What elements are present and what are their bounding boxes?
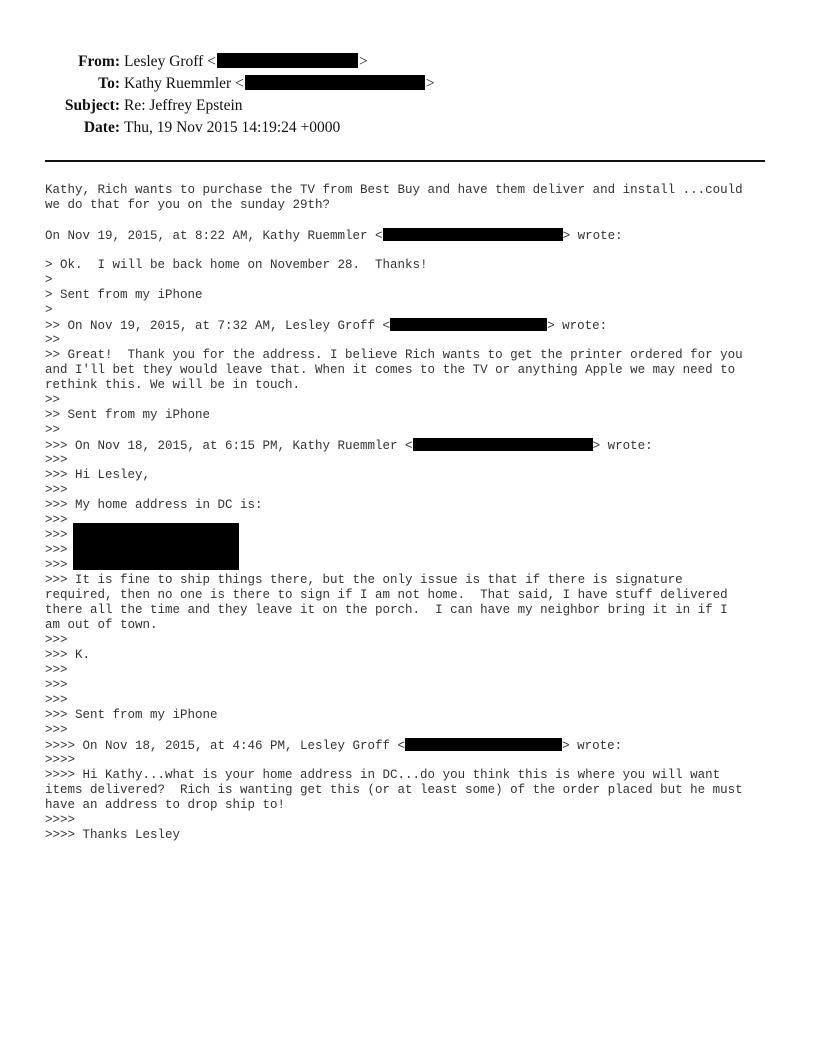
body-line: >>> <box>45 633 68 647</box>
body-line: have an address to drop ship to! <box>45 798 286 812</box>
redaction-email <box>383 228 563 241</box>
body-line: >>>> Hi Kathy...what is your home address in DC...do you think this is where you will want <box>45 768 721 782</box>
body-line: >> Sent from my iPhone <box>45 408 211 422</box>
body-line: >>> Hi Lesley, <box>45 468 151 482</box>
from-label: From: <box>78 53 120 70</box>
body-line: > <box>45 273 53 287</box>
body-line: >>> <box>45 513 68 527</box>
body-line: > Ok. I will be back home on November 28. Thanks! <box>45 258 428 272</box>
redaction-address-block <box>73 523 239 570</box>
quote-header-line: >>>> On Nov 18, 2015, at 4:46 PM, Lesley Groff < > wrote: <box>45 739 623 753</box>
body-line: Kathy, Rich wants to purchase the TV from Best Buy and have them deliver and install ...could <box>45 183 743 197</box>
redaction-email <box>405 738 562 751</box>
redaction-email <box>413 438 593 451</box>
body-line: >>> <box>45 453 68 467</box>
to-close: > <box>425 75 435 92</box>
body-line: >>> <box>45 543 68 557</box>
date-value: Thu, 19 Nov 2015 14:19:24 +0000 <box>124 119 341 136</box>
body-line: >>> <box>45 483 68 497</box>
body-line: >>> <box>45 693 68 707</box>
date-label: Date: <box>83 119 120 136</box>
body-line: >> <box>45 393 61 407</box>
body-line: >> <box>45 333 61 347</box>
body-line: am out of town. <box>45 618 158 632</box>
body-line: >>> My home address in DC is: <box>45 498 263 512</box>
to-label: To: <box>98 75 120 92</box>
body-line: > <box>45 303 53 317</box>
body-line: >> Great! Thank you for the address. I believe Rich wants to get the printer ordered for you <box>45 348 743 362</box>
body-line: there all the time and they leave it on the porch. I can have my neighbor bring it in if I <box>45 603 728 617</box>
body-line: >> <box>45 423 61 437</box>
body-line: >>> <box>45 723 68 737</box>
redaction-from-email <box>217 53 358 68</box>
body-line: >>> It is fine to ship things there, but the only issue is that if there is signature <box>45 573 683 587</box>
body-line: we do that for you on the sunday 29th? <box>45 198 331 212</box>
body-line: > Sent from my iPhone <box>45 288 203 302</box>
quote-header-line: >>> On Nov 18, 2015, at 6:15 PM, Kathy Ruemmler < > wrote: <box>45 439 653 453</box>
redaction-to-email <box>245 75 425 90</box>
body-line: rethink this. We will be in touch. <box>45 378 301 392</box>
body-line: >>>> Thanks Lesley <box>45 828 181 842</box>
body-line: required, then no one is there to sign if I am not home. That said, I have stuff delivered <box>45 588 728 602</box>
from-close: > <box>358 53 368 70</box>
subject-value: Re: Jeffrey Epstein <box>124 97 243 114</box>
body-line: >>> <box>45 528 68 542</box>
header-divider <box>45 160 765 162</box>
body-line: >>>> <box>45 813 76 827</box>
email-body <box>45 183 785 843</box>
body-line: >>> <box>45 678 68 692</box>
subject-label: Subject: <box>64 97 120 114</box>
body-line: and I'll bet they would leave that. When it comes to the TV or anything Apple we may need to <box>45 363 736 377</box>
quote-header-line: On Nov 19, 2015, at 8:22 AM, Kathy Ruemmler < > wrote: <box>45 229 623 243</box>
from-name: Lesley Groff < <box>124 53 216 70</box>
body-line: >>> <box>45 663 68 677</box>
quote-header-line: >> On Nov 19, 2015, at 7:32 AM, Lesley Groff < > wrote: <box>45 319 608 333</box>
redaction-email <box>390 318 547 331</box>
to-name: Kathy Ruemmler < <box>124 75 244 92</box>
body-line: >>>> <box>45 753 76 767</box>
body-line: items delivered? Rich is wanting get this (or at least some) of the order placed but he must <box>45 783 743 797</box>
body-line: >>> Sent from my iPhone <box>45 708 218 722</box>
body-line: >>> <box>45 558 68 572</box>
body-line: >>> K. <box>45 648 91 662</box>
